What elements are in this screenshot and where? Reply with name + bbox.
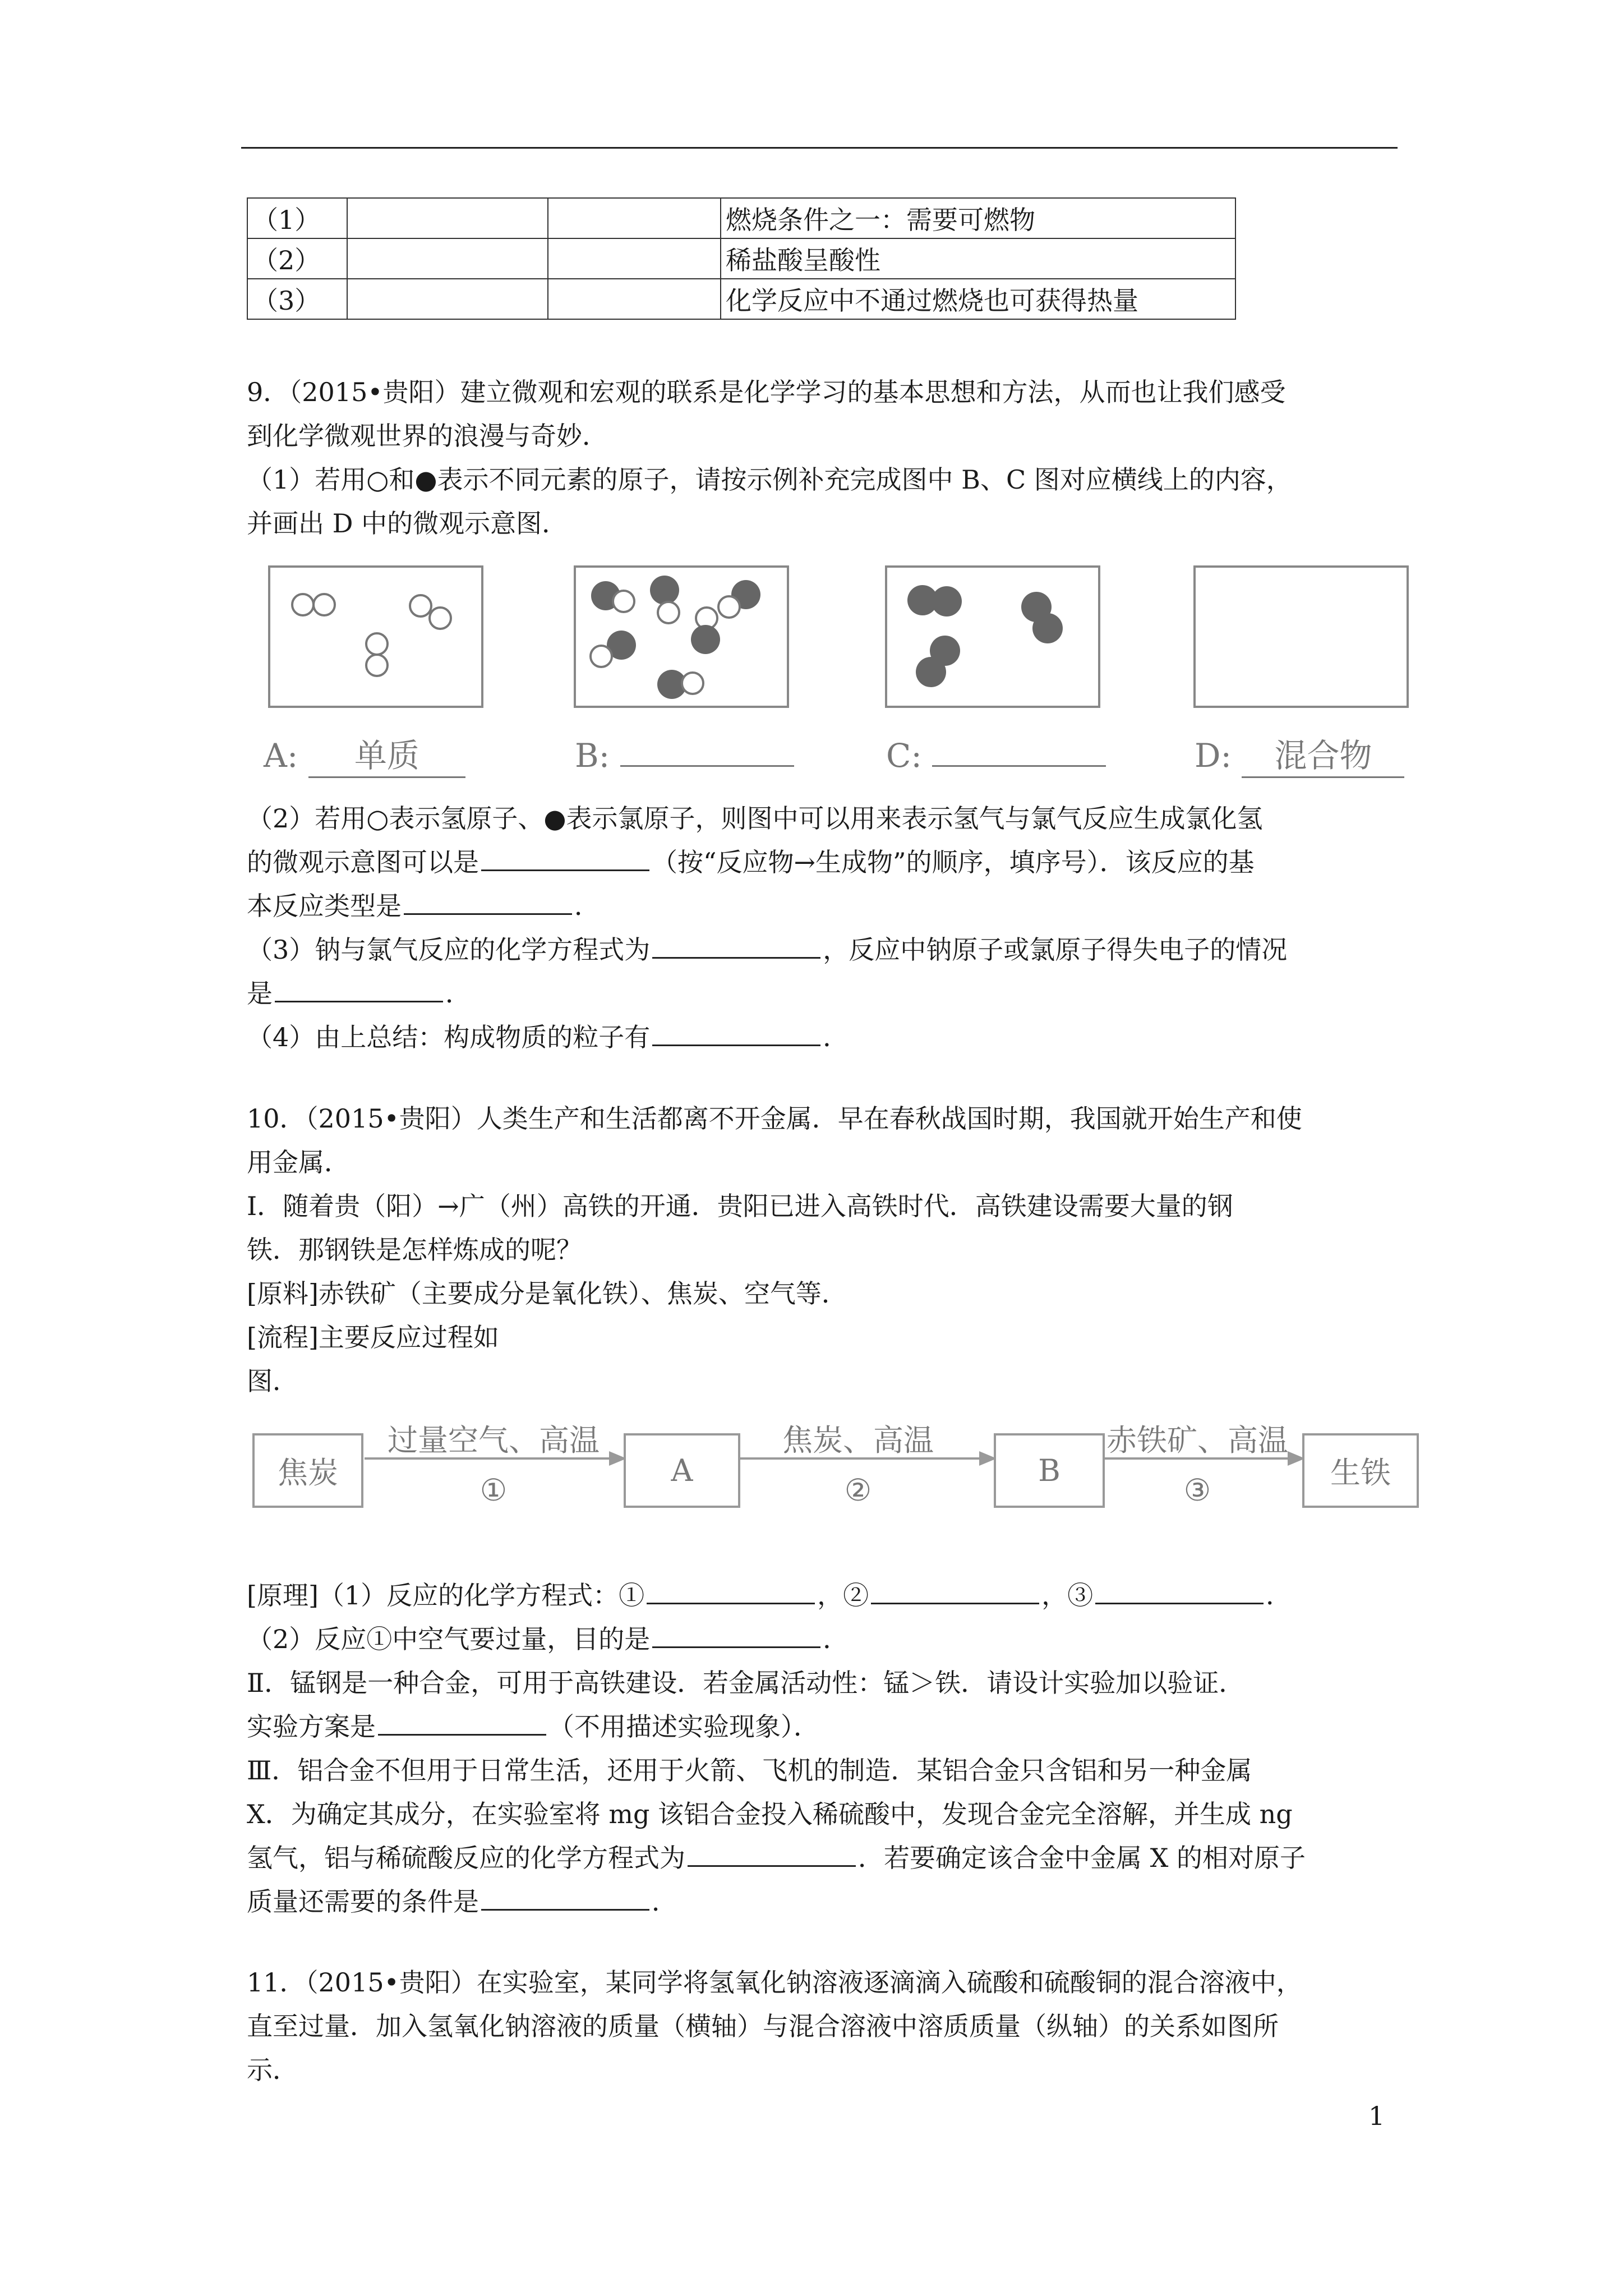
text: （按“反应物→生成物”的顺序，填序号）．该反应的基: [652, 847, 1255, 877]
flow-step3-number: ③: [1183, 1473, 1211, 1508]
answer-blank[interactable]: [481, 1884, 649, 1911]
hollow-atom: [718, 596, 740, 618]
text: （不用描述实验现象）．: [548, 1711, 819, 1742]
q9-p2c: [247, 884, 600, 928]
answer-blank[interactable]: [404, 889, 572, 915]
q10-iii2: X．为确定其成分，在实验室将 mg 该铝合金投入稀硫酸中，发现合金完全溶解，并生成 ng: [247, 1799, 1293, 1829]
text: 本反应类型是: [247, 891, 402, 921]
blank-cell: [548, 279, 721, 319]
text: 的微观示意图可以是: [247, 847, 479, 877]
conditions-table: [247, 197, 1236, 320]
q10-i2: 铁．那钢铁是怎样炼成的呢？: [247, 1235, 582, 1265]
text: ，②: [817, 1580, 869, 1611]
q10-iii3: [247, 1836, 1306, 1880]
hollow-atom: [366, 633, 388, 655]
blank-cell: [347, 198, 548, 238]
hollow-atom: [410, 595, 431, 616]
text: 质量还需要的条件是: [247, 1887, 479, 1917]
hollow-atom: [313, 594, 335, 615]
text: 实验方案是: [247, 1711, 376, 1742]
q10-ii2: [247, 1705, 819, 1749]
text: ．: [823, 1624, 849, 1654]
row-text: 稀盐酸呈酸性: [721, 238, 1235, 279]
q10-line2: 用金属．: [247, 1147, 350, 1177]
row-text: 化学反应中不通过燃烧也可获得热量: [721, 279, 1235, 319]
caption-c-label: C:: [886, 737, 922, 775]
blank-cell: [347, 238, 548, 279]
q10-ii1: Ⅱ．锰钢是一种合金，可用于高铁建设．若金属活动性：锰＞铁．请设计实验加以验证．: [247, 1668, 1245, 1698]
hollow-atom: [658, 602, 679, 623]
q10-iii4: [247, 1880, 677, 1924]
answer-blank[interactable]: [275, 976, 443, 1002]
flow-step1-label: 过量空气、高温: [388, 1423, 600, 1458]
hollow-atom: [292, 594, 313, 615]
flow-b-box: B: [994, 1433, 1105, 1508]
caption-b-label: B:: [575, 737, 610, 775]
text: ．: [445, 978, 471, 1009]
flow-step1-number: ①: [479, 1473, 508, 1508]
hollow-atom: [366, 655, 388, 676]
text: （3）钠与氯气反应的化学方程式为: [247, 935, 651, 965]
caption-d-label: D:: [1195, 737, 1232, 775]
text: ．: [652, 1887, 677, 1917]
text: ．若要确定该合金中金属 X 的相对原子: [858, 1843, 1306, 1873]
hollow-atom: [613, 591, 634, 612]
q9-p3b: [247, 972, 471, 1015]
caption-b-blank: [620, 729, 794, 767]
filled-atom: [932, 586, 962, 616]
blank-cell: [548, 238, 721, 279]
flow-start-box: 焦炭: [252, 1433, 363, 1508]
q10-line1: 10．（2015•贵阳）人类生产和生活都离不开金属．早在春秋战国时期，我国就开始生产和使: [247, 1103, 1302, 1134]
box-d: [1195, 567, 1408, 707]
q11-line3: 示．: [247, 2055, 298, 2085]
blank-cell: [347, 279, 548, 319]
q9-p1b: 并画出 D 中的微观示意图．: [247, 508, 568, 539]
q11-line2: 直至过量．加入氢氧化钠溶液的质量（横轴）与混合溶液中溶质质量（纵轴）的关系如图所: [247, 2011, 1279, 2041]
blank-cell: [548, 198, 721, 238]
row-number: （2）: [247, 238, 347, 279]
text: ．: [823, 1022, 849, 1052]
caption-a-value: 单质: [308, 729, 465, 778]
text: ，反应中钠原子或氯原子得失电子的情况: [823, 935, 1288, 965]
caption-c: [886, 729, 1106, 775]
answer-blank[interactable]: [1095, 1578, 1264, 1604]
q10-flow2: 图．: [247, 1366, 298, 1396]
text: 氢气，铝与稀硫酸反应的化学方程式为: [247, 1843, 685, 1873]
answer-blank[interactable]: [652, 1020, 820, 1046]
hollow-atom: [591, 646, 612, 667]
q9-line2: 到化学微观世界的浪漫与奇妙．: [247, 421, 608, 451]
table-row: [247, 238, 1235, 279]
caption-d-value: 混合物: [1242, 729, 1404, 778]
hollow-atom: [430, 608, 451, 629]
q9-p2b: [247, 840, 1255, 884]
q9-p3a: [247, 928, 1287, 972]
flow-step2-number: ②: [844, 1473, 872, 1508]
caption-b: [575, 729, 794, 775]
filled-atom: [916, 657, 946, 687]
caption-a: [264, 729, 465, 778]
flow-step3-label: 赤铁矿、高温: [1106, 1423, 1288, 1458]
q11-line1: 11．（2015•贵阳）在实验室，某同学将氢氧化钠溶液逐滴滴入硫酸和硫酸铜的混合溶液中，: [247, 1967, 1302, 1998]
filled-atom: [650, 576, 679, 605]
row-number: （3）: [247, 279, 347, 319]
answer-blank[interactable]: [378, 1709, 546, 1736]
q9-p1a: （1）若用○和●表示不同元素的原子，请按示例补充完成图中 B、C 图对应横线上的内容，: [247, 464, 1292, 495]
answer-blank[interactable]: [652, 1622, 820, 1648]
text: ，③: [1041, 1580, 1094, 1611]
text: ．: [1266, 1580, 1292, 1611]
flow-step2-label: 焦炭、高温: [782, 1423, 934, 1458]
answer-blank[interactable]: [481, 845, 649, 871]
answer-blank[interactable]: [652, 932, 820, 959]
filled-atom: [1032, 613, 1063, 643]
header-rule: [241, 147, 1398, 149]
hollow-atom: [682, 673, 703, 694]
flow-end-box: 生铁: [1302, 1433, 1419, 1508]
caption-c-blank: [932, 729, 1106, 767]
q10-raw: [原料]赤铁矿（主要成分是氧化铁）、焦炭、空气等．: [247, 1278, 847, 1309]
text: 是: [247, 978, 273, 1009]
q9-p2a: （2）若用○表示氢原子、●表示氯原子，则图中可以用来表示氢气与氯气反应生成氯化氢: [247, 803, 1263, 834]
caption-a-label: A:: [264, 737, 298, 775]
page-number: 1: [1368, 2101, 1385, 2131]
q10-principle2: [247, 1617, 849, 1661]
row-number: （1）: [247, 198, 347, 238]
text: （2）反应①中空气要过量，目的是: [247, 1624, 651, 1654]
q9-line1: 9．（2015•贵阳）建立微观和宏观的联系是化学学习的基本思想和方法，从而也让我们感受: [247, 377, 1286, 407]
text: [原理]（1）反应的化学方程式：①: [247, 1580, 645, 1611]
flow-a-box: A: [624, 1433, 740, 1508]
answer-blank[interactable]: [871, 1578, 1039, 1604]
answer-blank[interactable]: [647, 1578, 815, 1604]
row-text: 燃烧条件之一：需要可燃物: [721, 198, 1235, 238]
answer-blank[interactable]: [688, 1841, 856, 1867]
text: （4）由上总结：构成物质的粒子有: [247, 1022, 651, 1052]
q10-i1: Ⅰ．随着贵（阳）→广（州）高铁的开通．贵阳已进入高铁时代．高铁建设需要大量的钢: [247, 1191, 1233, 1221]
q10-flow1: [流程]主要反应过程如: [247, 1322, 499, 1352]
q10-principle: [247, 1573, 1292, 1617]
table-row: [247, 279, 1235, 319]
text: ．: [574, 891, 600, 921]
filled-atom: [691, 625, 720, 654]
q9-p4: [247, 1015, 849, 1059]
table-row: [247, 198, 1235, 238]
caption-d: [1195, 729, 1404, 778]
q10-iii1: Ⅲ．铝合金不但用于日常生活，还用于火箭、飞机的制造．某铝合金只含铝和另一种金属: [247, 1755, 1252, 1786]
